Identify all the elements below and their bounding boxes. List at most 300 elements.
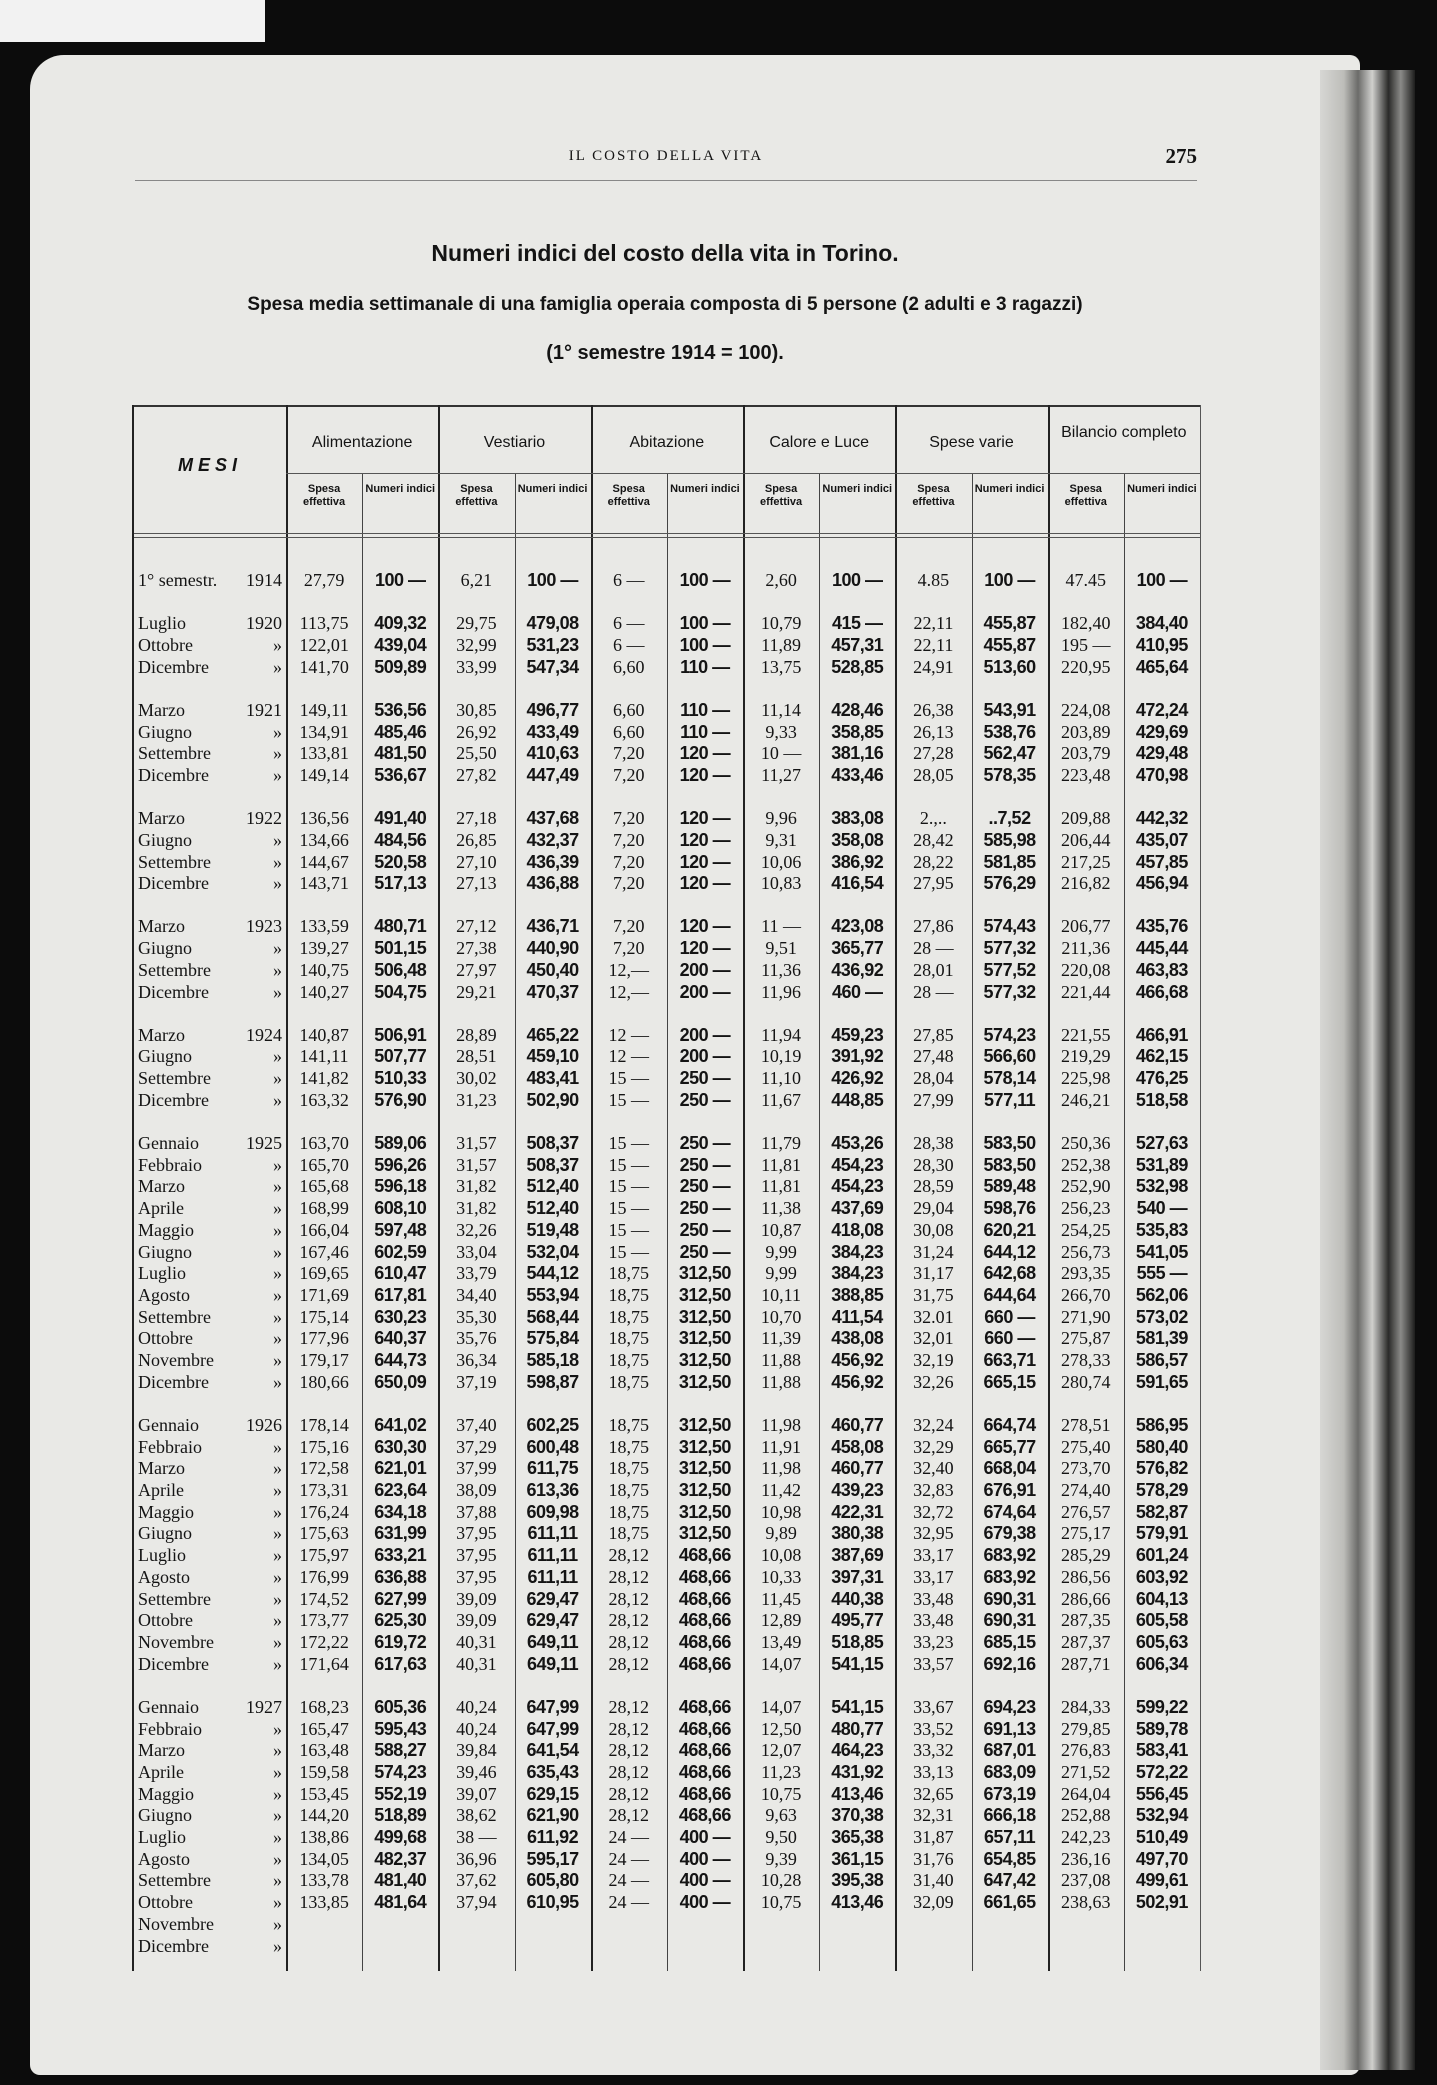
- numero-indice-cell: 411,54: [831, 1306, 883, 1327]
- spesa-effettiva-cell: 280,74: [1060, 1371, 1111, 1392]
- spesa-effettiva-cell: 10,75: [760, 1783, 802, 1804]
- spesa-effettiva-cell: 40,31: [456, 1631, 497, 1652]
- spesa-effettiva-cell: 28,12: [608, 1610, 649, 1631]
- spesa-effettiva-cell: 167,46: [299, 1241, 349, 1262]
- year-label: »: [273, 1827, 282, 1847]
- spesa-effettiva-cell: 33,57: [913, 1653, 954, 1674]
- spesa-effettiva-cell: 284,33: [1060, 1696, 1111, 1717]
- spesa-effettiva-cell: 28,05: [913, 764, 954, 785]
- spesa-effettiva-cell: 28,01: [913, 959, 954, 980]
- month-label: Ottobre: [138, 1328, 193, 1349]
- spesa-effettiva-cell: 12,—: [608, 959, 649, 980]
- table-row: [134, 1719, 1200, 1741]
- numero-indice-cell: 583,50: [983, 1154, 1036, 1175]
- spesa-effettiva-cell: 6,60: [612, 656, 645, 677]
- spesa-effettiva-cell: 35,30: [456, 1306, 497, 1327]
- month-label: Dicembre: [138, 1371, 209, 1392]
- spesa-effettiva-cell: 171,64: [299, 1653, 349, 1674]
- numero-indice-cell: 506,48: [374, 959, 427, 980]
- month-label: Agosto: [138, 1848, 191, 1869]
- spesa-effettiva-cell: 26,38: [913, 699, 954, 720]
- table-row: [134, 1133, 1200, 1155]
- spesa-effettiva-cell: 174,52: [299, 1588, 349, 1609]
- month-label: Marzo: [138, 1176, 185, 1197]
- numero-indice-cell: 690,31: [983, 1588, 1036, 1609]
- numero-indice-cell: 623,64: [374, 1480, 427, 1500]
- numero-indice-cell: 508,37: [526, 1154, 579, 1175]
- spesa-effettiva-cell: 27,10: [456, 851, 497, 872]
- numero-indice-cell: 358,08: [831, 829, 884, 850]
- numero-indice-cell: 429,48: [1135, 743, 1188, 764]
- numero-indice-cell: 649,11: [527, 1631, 579, 1652]
- spesa-effettiva-cell: 134,05: [299, 1848, 349, 1869]
- spesa-effettiva-cell: 140,27: [299, 981, 349, 1002]
- numero-indice-cell: 455,87: [983, 613, 1036, 634]
- spesa-effettiva-cell: 163,70: [299, 1133, 349, 1153]
- table-row: [134, 808, 1200, 830]
- numero-indice-cell: 468,66: [678, 1610, 731, 1631]
- spesa-effettiva-cell: 11,36: [761, 959, 801, 980]
- numero-indice-cell: 426,92: [831, 1068, 884, 1089]
- numero-indice-cell: 518,58: [1135, 1089, 1188, 1110]
- numero-indice-cell: 468,66: [678, 1631, 731, 1652]
- spesa-effettiva-cell: 159,58: [299, 1761, 349, 1782]
- month-label: Luglio: [138, 1263, 186, 1284]
- spesa-effettiva-cell: 6,60: [612, 699, 645, 720]
- year-label: »: [273, 1089, 282, 1110]
- year-label: »: [273, 1610, 282, 1631]
- numero-indice-cell: 512,40: [526, 1198, 579, 1219]
- numero-indice-cell: 641,02: [374, 1414, 427, 1435]
- numero-indice-cell: 480,71: [374, 916, 427, 937]
- numero-indice-cell: 466,68: [1135, 981, 1188, 1002]
- month-label: Novembre: [138, 1631, 214, 1652]
- numero-indice-cell: 358,85: [831, 721, 884, 742]
- spesa-effettiva-cell: 28,12: [608, 1653, 649, 1674]
- numero-indice-cell: 625,30: [374, 1610, 427, 1631]
- spesa-effettiva-cell: 182,40: [1060, 613, 1111, 634]
- numero-indice-cell: 445,44: [1135, 938, 1188, 959]
- numero-indice-cell: 654,85: [983, 1848, 1036, 1869]
- spesa-effettiva-cell: 9,50: [765, 1827, 797, 1847]
- table-row: [134, 1307, 1200, 1329]
- numero-indice-cell: 400 —: [679, 1870, 731, 1891]
- spesa-effettiva-cell: 195 —: [1060, 634, 1111, 655]
- spesa-effettiva-cell: 11,39: [761, 1328, 801, 1349]
- spesa-effettiva-cell: 10,11: [761, 1284, 801, 1305]
- table-row: [134, 1090, 1200, 1112]
- spesa-effettiva-cell: 275,40: [1060, 1436, 1111, 1457]
- numero-indice-cell: 483,41: [526, 1068, 579, 1089]
- year-label: »: [273, 1588, 282, 1609]
- spesa-effettiva-cell: 10,06: [760, 851, 802, 872]
- spesa-effettiva-cell: 172,22: [299, 1631, 349, 1652]
- numero-indice-cell: 661,65: [983, 1892, 1036, 1913]
- spesa-effettiva-cell: 36,96: [456, 1848, 497, 1869]
- spesa-effettiva-cell: 38 —: [456, 1827, 497, 1847]
- spesa-effettiva-cell: 133,81: [299, 743, 349, 764]
- spesa-effettiva-cell: 236,16: [1060, 1848, 1111, 1869]
- numero-indice-cell: 456,92: [831, 1371, 884, 1392]
- numero-indice-cell: 120 —: [679, 916, 731, 937]
- spesa-effettiva-cell: 33,79: [456, 1263, 497, 1284]
- numero-indice-cell: 541,05: [1135, 1241, 1188, 1262]
- numero-indice-cell: 683,09: [983, 1761, 1036, 1782]
- numero-indice-cell: 439,23: [831, 1480, 884, 1500]
- year-label: »: [273, 1892, 282, 1913]
- numero-indice-cell: 482,37: [374, 1848, 427, 1869]
- spesa-effettiva-cell: 10,19: [760, 1046, 802, 1067]
- numero-indice-cell: 647,99: [526, 1718, 579, 1739]
- spesa-effettiva-cell: 18,75: [608, 1480, 649, 1500]
- numero-indice-cell: 120 —: [679, 764, 731, 785]
- numero-indice-cell: 415 —: [831, 613, 883, 634]
- month-label: Giugno: [138, 1241, 192, 1262]
- spesa-effettiva-cell: 27,18: [456, 808, 497, 829]
- numero-indice-cell: 582,87: [1135, 1501, 1188, 1522]
- month-label: Dicembre: [138, 873, 209, 894]
- spesa-effettiva-cell: 175,16: [299, 1436, 349, 1457]
- numero-indice-cell: 468,66: [678, 1566, 731, 1587]
- spesa-effettiva-cell: 273,70: [1060, 1458, 1111, 1479]
- group-header: Calore e Luce: [769, 434, 869, 451]
- spesa-effettiva-cell: 18,75: [608, 1436, 649, 1457]
- year-label: »: [273, 634, 282, 655]
- spesa-effettiva-cell: 22,11: [913, 613, 954, 634]
- numero-indice-cell: 481,40: [374, 1870, 427, 1891]
- numero-indice-cell: 596,18: [374, 1176, 427, 1197]
- numero-indice-cell: 435,07: [1135, 829, 1188, 850]
- spesa-effettiva-cell: 28 —: [913, 981, 954, 1002]
- numero-indice-cell: 400 —: [679, 1827, 731, 1847]
- spesa-effettiva-cell: 180,66: [299, 1371, 349, 1392]
- numero-indice-cell: 462,15: [1135, 1046, 1188, 1067]
- numero-indice-cell: 578,35: [983, 764, 1036, 785]
- spesa-effettiva-cell: 219,29: [1060, 1046, 1111, 1067]
- numero-indice-cell: 636,88: [374, 1566, 427, 1587]
- spesa-effettiva-cell: 2,60: [765, 570, 797, 590]
- table-row: [134, 1784, 1200, 1806]
- month-label: Maggio: [138, 1219, 194, 1240]
- spesa-effettiva-cell: 37,40: [456, 1414, 497, 1435]
- spesa-effettiva-cell: 224,08: [1060, 699, 1111, 720]
- spesa-effettiva-cell: 173,31: [299, 1480, 349, 1500]
- numero-indice-cell: 250 —: [679, 1133, 731, 1153]
- spesa-effettiva-cell: 12 —: [608, 1024, 649, 1045]
- numero-indice-cell: 586,57: [1135, 1350, 1188, 1370]
- spesa-effettiva-cell: 113,75: [299, 613, 349, 634]
- table-row: [134, 873, 1200, 895]
- spesa-effettiva-cell: 7,20: [612, 743, 645, 764]
- year-label: »: [273, 1523, 282, 1544]
- numero-indice-cell: 690,31: [983, 1610, 1036, 1631]
- numero-indice-cell: 465,22: [526, 1024, 579, 1045]
- spesa-effettiva-cell: 37,88: [456, 1501, 497, 1522]
- spesa-effettiva-cell: 18,75: [608, 1371, 649, 1392]
- year-label: »: [273, 1154, 282, 1175]
- table-row: [134, 1025, 1200, 1047]
- spesa-effettiva-cell: 140,87: [299, 1024, 349, 1045]
- spesa-effettiva-cell: 133,85: [299, 1892, 349, 1913]
- table-row: [134, 613, 1200, 635]
- numero-indice-cell: 692,16: [983, 1653, 1036, 1674]
- numero-indice-cell: 596,26: [374, 1154, 427, 1175]
- numero-indice-cell: 100 —: [527, 570, 578, 590]
- spesa-effettiva-cell: 11,91: [761, 1436, 801, 1457]
- numero-indice-cell: 552,19: [374, 1783, 427, 1804]
- numero-indice-cell: 391,92: [831, 1046, 884, 1067]
- month-label: Agosto: [138, 1566, 191, 1587]
- numero-indice-cell: 664,74: [983, 1414, 1036, 1435]
- spesa-effettiva-cell: 37,62: [456, 1870, 497, 1891]
- spesa-effettiva-cell: 11,96: [761, 981, 801, 1002]
- year-label: »: [273, 873, 282, 894]
- numero-indice-cell: 509,89: [374, 656, 427, 677]
- year-label: 1921: [246, 699, 282, 720]
- numero-indice-cell: 683,92: [983, 1566, 1036, 1587]
- numero-indice-cell: 532,94: [1135, 1805, 1188, 1826]
- spesa-effettiva-cell: 178,14: [299, 1414, 349, 1435]
- numero-indice-cell: 438,08: [831, 1328, 884, 1349]
- month-label: Gennaio: [138, 1696, 199, 1717]
- table-row: [134, 1242, 1200, 1264]
- numero-indice-cell: 629,47: [526, 1610, 579, 1631]
- spesa-effettiva-cell: 11,45: [761, 1588, 801, 1609]
- spesa-effettiva-cell: 31,82: [456, 1198, 497, 1219]
- spesa-effettiva-cell: 11,98: [761, 1414, 801, 1435]
- numero-indice-cell: 456,92: [831, 1350, 884, 1370]
- spesa-effettiva-cell: 12,89: [760, 1610, 802, 1631]
- table-row: [134, 722, 1200, 744]
- numero-indice-cell: 572,22: [1135, 1761, 1188, 1782]
- spesa-effettiva-cell: 37,94: [456, 1892, 497, 1913]
- year-label: »: [273, 1436, 282, 1457]
- spesa-effettiva-cell: 223,48: [1060, 764, 1111, 785]
- year-label: 1927: [246, 1696, 282, 1717]
- year-label: »: [273, 829, 282, 850]
- spesa-effettiva-cell: 28,12: [608, 1805, 649, 1826]
- spesa-effettiva-cell: 12,—: [608, 981, 649, 1002]
- table-row: [134, 1589, 1200, 1611]
- month-label: Ottobre: [138, 634, 193, 655]
- year-label: »: [273, 1913, 282, 1934]
- month-label: Settembre: [138, 1306, 211, 1327]
- spesa-effettiva-cell: 18,75: [608, 1328, 649, 1349]
- numero-indice-cell: 536,67: [374, 764, 427, 785]
- year-label: »: [273, 938, 282, 959]
- numero-indice-cell: 384,23: [831, 1241, 884, 1262]
- running-head-text: IL COSTO DELLA VITA: [568, 148, 764, 164]
- spesa-effettiva-cell: 11,42: [761, 1480, 801, 1500]
- numero-indice-cell: 468,66: [678, 1653, 731, 1674]
- spesa-effettiva-cell: 140,75: [299, 959, 349, 980]
- spesa-effettiva-cell: 11,27: [761, 764, 801, 785]
- month-label: Aprile: [138, 1480, 184, 1500]
- numero-indice-cell: 603,92: [1135, 1566, 1188, 1587]
- numero-indice-cell: 538,76: [983, 721, 1036, 742]
- year-label: »: [273, 1805, 282, 1826]
- month-label: 1° semestr.: [138, 570, 218, 590]
- spesa-effettiva-cell: 11,98: [761, 1458, 801, 1479]
- spesa-effettiva-cell: 31,24: [913, 1241, 954, 1262]
- numero-indice-cell: 576,82: [1135, 1458, 1188, 1479]
- spesa-effettiva-cell: 10,28: [760, 1870, 802, 1891]
- numero-indice-cell: 647,42: [983, 1870, 1036, 1891]
- numero-indice-cell: 250 —: [679, 1176, 731, 1197]
- table-row: [134, 1914, 1200, 1936]
- header-bottom-rule: [134, 533, 1200, 534]
- numero-indice-cell: 502,90: [526, 1089, 579, 1110]
- spesa-effettiva-cell: 36,34: [456, 1350, 497, 1370]
- table-row: [134, 1328, 1200, 1350]
- spesa-effettiva-cell: 165,47: [299, 1718, 349, 1739]
- table-row: [134, 1610, 1200, 1632]
- numero-indice-cell: 120 —: [679, 829, 731, 850]
- numero-indice-cell: 541,15: [831, 1653, 884, 1674]
- spesa-effettiva-cell: 33,99: [456, 656, 497, 677]
- year-label: »: [273, 1501, 282, 1522]
- numero-indice-cell: 468,66: [678, 1783, 731, 1804]
- numero-indice-cell: 556,45: [1135, 1783, 1188, 1804]
- numero-indice-cell: 468,66: [678, 1761, 731, 1782]
- spesa-effettiva-cell: 37,29: [456, 1436, 497, 1457]
- month-label: Dicembre: [138, 656, 209, 677]
- spesa-effettiva-cell: 27,79: [303, 570, 345, 590]
- spesa-effettiva-cell: 28,12: [608, 1761, 649, 1782]
- spesa-effettiva-cell: 122,01: [299, 634, 349, 655]
- year-label: »: [273, 1653, 282, 1674]
- year-label: »: [273, 1480, 282, 1500]
- spesa-effettiva-cell: 27,97: [456, 959, 497, 980]
- spesa-effettiva-cell: 206,77: [1060, 916, 1111, 937]
- numero-indice-cell: 100 —: [984, 570, 1035, 590]
- table-row: [134, 982, 1200, 1004]
- spesa-effettiva-cell: 285,29: [1060, 1545, 1111, 1566]
- spesa-effettiva-cell: 134,91: [299, 721, 349, 742]
- year-label: »: [273, 743, 282, 764]
- group-header: Alimentazione: [311, 434, 413, 451]
- spesa-effettiva-cell: 13,49: [760, 1631, 802, 1652]
- spesa-effettiva-cell: 32,99: [456, 634, 497, 655]
- spesa-effettiva-cell: 39,46: [456, 1761, 497, 1782]
- sub-header-spesa: Spesa effettiva: [1064, 483, 1107, 508]
- base-note: (1° semestre 1914 = 100).: [546, 342, 784, 364]
- numero-indice-cell: 694,23: [983, 1696, 1036, 1717]
- numero-indice-cell: 555 —: [1136, 1263, 1188, 1284]
- numero-indice-cell: 460 —: [831, 981, 883, 1002]
- numero-indice-cell: 508,37: [526, 1133, 579, 1153]
- spesa-effettiva-cell: 32,95: [913, 1523, 954, 1544]
- group-header-rule: [286, 473, 1200, 474]
- numero-indice-cell: 591,65: [1135, 1371, 1188, 1392]
- spesa-effettiva-cell: 37,19: [456, 1371, 497, 1392]
- spesa-effettiva-cell: 286,66: [1060, 1588, 1111, 1609]
- numero-indice-cell: 499,68: [374, 1827, 427, 1847]
- year-label: »: [273, 1241, 282, 1262]
- spesa-effettiva-cell: 18,75: [608, 1263, 649, 1284]
- spesa-effettiva-cell: 39,09: [456, 1588, 497, 1609]
- numero-indice-cell: 491,40: [374, 808, 427, 829]
- numero-indice-cell: 416,54: [831, 873, 884, 894]
- spesa-effettiva-cell: 250,36: [1060, 1133, 1111, 1153]
- month-label: Settembre: [138, 1588, 211, 1609]
- spesa-effettiva-cell: 171,69: [299, 1284, 349, 1305]
- month-label: Dicembre: [138, 1089, 209, 1110]
- spesa-effettiva-cell: 24 —: [608, 1848, 649, 1869]
- table-row: [134, 1762, 1200, 1784]
- spesa-effettiva-cell: 11,10: [761, 1068, 801, 1089]
- numero-indice-cell: 440,38: [831, 1588, 884, 1609]
- numero-indice-cell: 436,39: [526, 851, 579, 872]
- spesa-effettiva-cell: 32,40: [913, 1458, 954, 1479]
- spesa-effettiva-cell: 9,96: [765, 808, 797, 829]
- numero-indice-cell: 585,98: [983, 829, 1036, 850]
- numero-indice-cell: 455,87: [983, 634, 1036, 655]
- numero-indice-cell: 610,47: [374, 1263, 427, 1284]
- year-label: »: [273, 1371, 282, 1392]
- spesa-effettiva-cell: 14,07: [760, 1696, 802, 1717]
- numero-indice-cell: 312,50: [678, 1350, 731, 1370]
- spesa-effettiva-cell: 237,08: [1060, 1870, 1111, 1891]
- spesa-effettiva-cell: 176,24: [299, 1501, 349, 1522]
- numero-indice-cell: 585,18: [526, 1350, 579, 1370]
- year-label: »: [273, 1848, 282, 1869]
- numero-indice-cell: 663,71: [983, 1350, 1036, 1370]
- numero-indice-cell: 504,75: [374, 981, 427, 1002]
- table-row: [134, 1480, 1200, 1502]
- sub-header-spesa: Spesa effettiva: [455, 483, 498, 508]
- spesa-effettiva-cell: 15 —: [608, 1219, 649, 1240]
- numero-indice-cell: 580,40: [1135, 1436, 1188, 1457]
- header-bottom-rule-2: [134, 537, 1200, 538]
- numero-indice-cell: 250 —: [679, 1089, 731, 1110]
- numero-indice-cell: 388,85: [831, 1284, 884, 1305]
- spesa-effettiva-cell: 11,94: [761, 1024, 801, 1045]
- numero-indice-cell: 574,43: [983, 916, 1036, 937]
- spesa-effettiva-cell: 11,88: [761, 1371, 801, 1392]
- spesa-effettiva-cell: 32,83: [913, 1480, 954, 1500]
- spesa-effettiva-cell: 37,99: [456, 1458, 497, 1479]
- table-row: [134, 743, 1200, 765]
- table-row: [134, 1827, 1200, 1849]
- numero-indice-cell: 442,32: [1135, 808, 1188, 829]
- spesa-effettiva-cell: 221,55: [1060, 1024, 1111, 1045]
- month-label: Marzo: [138, 699, 185, 720]
- numero-indice-cell: 468,66: [678, 1740, 731, 1761]
- numero-indice-cell: 578,14: [983, 1068, 1036, 1089]
- numero-indice-cell: 510,49: [1135, 1827, 1188, 1847]
- numero-indice-cell: 687,01: [983, 1740, 1036, 1761]
- spesa-effettiva-cell: 209,88: [1060, 808, 1111, 829]
- spesa-effettiva-cell: 32,72: [913, 1501, 954, 1522]
- numero-indice-cell: 423,08: [831, 916, 884, 937]
- spesa-effettiva-cell: 32,29: [913, 1436, 954, 1457]
- year-label: 1923: [246, 916, 282, 937]
- spesa-effettiva-cell: 27,95: [913, 873, 954, 894]
- spesa-effettiva-cell: 47.45: [1065, 570, 1106, 590]
- numero-indice-cell: 381,16: [831, 743, 884, 764]
- spesa-effettiva-cell: 143,71: [299, 873, 349, 894]
- spesa-effettiva-cell: 22,11: [913, 634, 954, 655]
- spesa-effettiva-cell: 28,59: [913, 1176, 954, 1197]
- numero-indice-cell: 413,46: [831, 1783, 884, 1804]
- spesa-effettiva-cell: 29,04: [913, 1198, 954, 1219]
- spesa-effettiva-cell: 24 —: [608, 1892, 649, 1913]
- numero-indice-cell: 613,36: [526, 1480, 579, 1500]
- spesa-effettiva-cell: 276,57: [1060, 1501, 1111, 1522]
- page-number: 275: [1165, 144, 1197, 168]
- numero-indice-cell: 519,48: [526, 1219, 579, 1240]
